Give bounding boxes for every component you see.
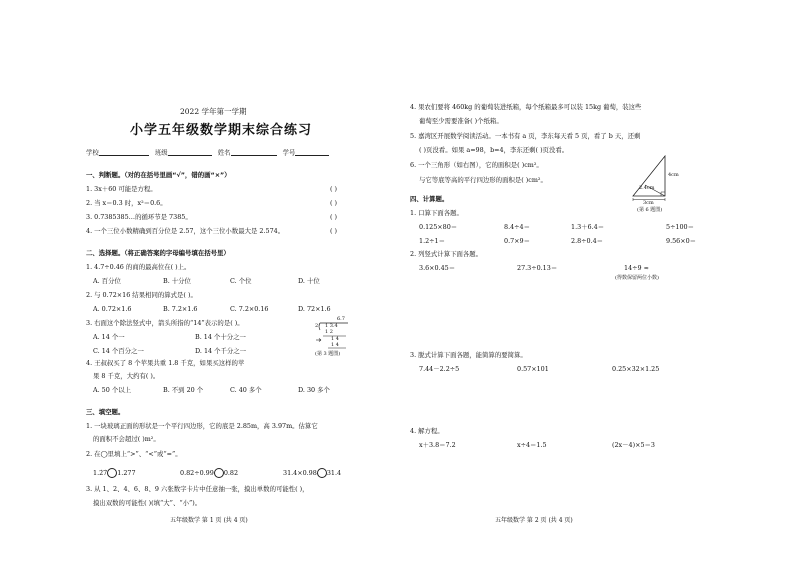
oral-2-4: 9.56×0＝ <box>666 237 697 245</box>
choice-q4-opt-b[interactable]: B. 不到 20 个 <box>163 386 204 394</box>
compare-item-1 <box>93 468 136 478</box>
compare-3-right: 31.4 <box>326 469 342 477</box>
oral-1-4: 5÷100＝ <box>666 223 695 231</box>
judge-answer-1[interactable]: ( ) <box>330 185 338 193</box>
fill-q5-line1: 5. 嘉湾区开展数学阅读活动。一本书有 a 页，李东每天看 5 页，看了 b 天，还剩 <box>410 132 641 140</box>
number-field[interactable] <box>295 149 329 156</box>
expr-1: 7.44－2.2÷5 <box>419 365 460 373</box>
compare-3-circle[interactable] <box>317 468 327 478</box>
calc-q1: 1. 口算下面各题。 <box>410 209 463 217</box>
division-step-3: 1 4 <box>331 342 339 348</box>
section-1-heading: 一、判断题。（对的在括号里画“√”，错的画“×”） <box>86 171 231 179</box>
school-field[interactable] <box>99 149 149 156</box>
triangle-height-label: 4cm <box>668 172 679 178</box>
fill-q1-line1: 1. 一块玻璃正面的形状是一个平行四边形，它的底是 2.85m，高 3.97m。估算它 <box>86 422 318 430</box>
expr-2: 0.57×101 <box>517 365 549 373</box>
compare-1-left: 1.2̇7̇ <box>93 469 108 477</box>
vertical-2: 27.3÷0.13＝ <box>517 264 558 272</box>
choice-q3-opt-d[interactable]: D. 14 个千分之一 <box>195 347 247 355</box>
compare-1-right: 1.277 <box>117 469 136 477</box>
compare-item-2 <box>180 468 238 478</box>
choice-q2-opt-b[interactable]: B. 7.2×1.6 <box>163 305 198 313</box>
name-field[interactable] <box>231 149 277 156</box>
fill-q3-line1: 3. 从 1、2、4、6、8、9 六张数字卡片中任意抽一张，摸出单数的可能性( )， <box>86 485 309 493</box>
oral-2-3: 2.8÷0.4＝ <box>571 237 604 245</box>
oral-1-2: 8.4÷4＝ <box>504 223 530 231</box>
choice-q4-line1: 4. 王叔叔买了 8 个苹果共重 1.8 千克，如果买这样的苹 <box>86 359 245 367</box>
choice-q4-opt-d[interactable]: D. 30 多个 <box>298 386 330 394</box>
fill-q6-line2: 与它等底等高的平行四边形的面积是( )cm²。 <box>419 176 547 184</box>
judge-q2: 2. 当 x＝0.3 时，x²＝0.6。 <box>86 199 167 207</box>
name-label: 姓名 <box>217 148 231 157</box>
triangle-base-label: 3cm <box>643 200 654 206</box>
calc-q4: 4. 解方程。 <box>410 427 444 435</box>
compare-1-circle[interactable] <box>107 468 117 478</box>
compare-2-circle[interactable] <box>214 468 224 478</box>
section-3-heading: 三、填空题。 <box>86 408 125 416</box>
equation-3: (2x－4)×5＝3 <box>612 441 655 449</box>
choice-q1-opt-c[interactable]: C. 个位 <box>230 277 252 285</box>
right-page <box>397 0 794 561</box>
judge-answer-4[interactable]: ( ) <box>330 227 338 235</box>
oral-1-3: 1.3＋6.4＝ <box>571 223 605 231</box>
choice-q1: 1. 4.7÷0.46 的商的最高位在( )上。 <box>86 263 191 271</box>
division-figure <box>312 316 352 360</box>
choice-q4-opt-c[interactable]: C. 40 多个 <box>230 386 262 394</box>
division-step-2: 1 4 <box>331 336 339 342</box>
fill-q4-line1: 4. 果农们要将 460kg 的葡萄装进纸箱，每个纸箱最多可以装 15kg 葡萄，装这些 <box>410 103 642 111</box>
choice-q1-opt-b[interactable]: B. 十分位 <box>163 277 191 285</box>
division-divisor: 2 <box>315 323 319 329</box>
fill-q2: 2. 在◯里填上“>”、“<”或“=”。 <box>86 450 182 458</box>
expr-3: 0.25×32×1.25 <box>612 365 660 373</box>
choice-q3-opt-b[interactable]: B. 14 个十分之一 <box>195 333 246 341</box>
division-caption: (第 3 题图) <box>315 351 341 357</box>
judge-q1: 1. 3x＋60 可能是方程。 <box>86 185 157 193</box>
choice-q2: 2. 与 0.72×16 结果相同的算式是( )。 <box>86 291 197 299</box>
vertical-note: (得数保留两位小数) <box>615 275 659 281</box>
choice-q1-opt-d[interactable]: D. 十位 <box>298 277 320 285</box>
triangle-figure <box>623 152 693 214</box>
vertical-1: 3.6×0.45＝ <box>419 264 456 272</box>
division-step-1: 1 2 <box>325 329 333 335</box>
choice-q4-opt-a[interactable]: A. 50 个以上 <box>93 386 132 394</box>
section-2-heading: 二、选择题。（将正确答案的字母编号填在括号里） <box>86 249 230 257</box>
calc-q3: 3. 脱式计算下面各题，能简算的要简算。 <box>410 351 527 359</box>
choice-q3: 3. 右面这个除法竖式中，箭头所指的“14”表示的是( )。 <box>86 319 244 327</box>
choice-q1-opt-a[interactable]: A. 百分位 <box>93 277 121 285</box>
section-4-heading: 四、计算题。 <box>410 195 449 203</box>
page-1-footer: 五年级数学 第 1 页 (共 4 页) <box>170 517 248 524</box>
judge-q4: 4. 一个三位小数精确到百分位是 2.57，这个三位小数最大是 2.574。 <box>86 227 285 235</box>
choice-q2-opt-c[interactable]: C. 7.2×0.16 <box>230 305 269 313</box>
page-2-footer: 五年级数学 第 2 页 (共 4 页) <box>495 517 573 524</box>
compare-3-left: 31.4×0.98 <box>283 469 317 477</box>
semester-line: 2022 学年第一学期 <box>180 107 247 116</box>
judge-q3: 3. 0.7385385…的循环节是 7385。 <box>86 213 192 221</box>
judge-answer-3[interactable]: ( ) <box>330 213 338 221</box>
compare-item-3 <box>283 468 341 478</box>
compare-2-right: 0.82 <box>223 469 239 477</box>
division-quotient: 6.7 <box>337 316 345 322</box>
choice-q3-opt-c[interactable]: C. 14 个百分之一 <box>93 347 144 355</box>
triangle-shape-icon <box>623 152 693 202</box>
exam-title: 小学五年级数学期末综合练习 <box>130 123 313 138</box>
student-info-row <box>86 149 329 156</box>
triangle-caption: (第 6 题图) <box>637 207 663 213</box>
choice-q2-opt-d[interactable]: D. 72×1.6 <box>298 305 331 313</box>
fill-q5-line2: ( )页没看。如果 a=98，b=4，李东还剩( )页没看。 <box>419 146 569 154</box>
choice-q3-opt-a[interactable]: A. 14 个一 <box>93 333 125 341</box>
equation-1: x＋3.8＝7.2 <box>419 441 456 449</box>
class-label: 班级 <box>154 148 168 157</box>
division-dividend: 1 3.4 <box>325 323 338 329</box>
calc-q2: 2. 列竖式计算下面各题。 <box>410 250 483 258</box>
compare-2-left: 0.82÷0.99 <box>180 469 214 477</box>
fill-q6-line1: 6. 一个三角形（如右图），它的面积是( )cm²。 <box>410 161 543 169</box>
fill-q4-line2: 葡萄至少需要准备( )个纸箱。 <box>419 117 503 125</box>
fill-q1-line2: 的面积不会超过( )m²。 <box>93 435 160 443</box>
fill-q3-line2: 摸出双数的可能性( )(填“大”、“小”)。 <box>93 499 202 507</box>
vertical-3: 14÷9 ≈ <box>624 264 649 272</box>
oral-2-2: 0.7×9＝ <box>504 237 530 245</box>
oral-1-1: 0.125×80＝ <box>419 223 458 231</box>
number-label: 学号 <box>282 148 296 157</box>
judge-answer-2[interactable]: ( ) <box>330 199 338 207</box>
choice-q2-opt-a[interactable]: A. 0.72×1.6 <box>93 305 132 313</box>
equation-2: x÷4＝1.5 <box>517 441 547 449</box>
oral-2-1: 1.2÷1＝ <box>419 237 445 245</box>
choice-q4-line2: 果 8 千克，大约有( )。 <box>93 372 160 380</box>
class-field[interactable] <box>168 149 212 156</box>
triangle-mid-label: 2.4cm <box>639 185 655 191</box>
school-label: 学校 <box>86 148 99 157</box>
